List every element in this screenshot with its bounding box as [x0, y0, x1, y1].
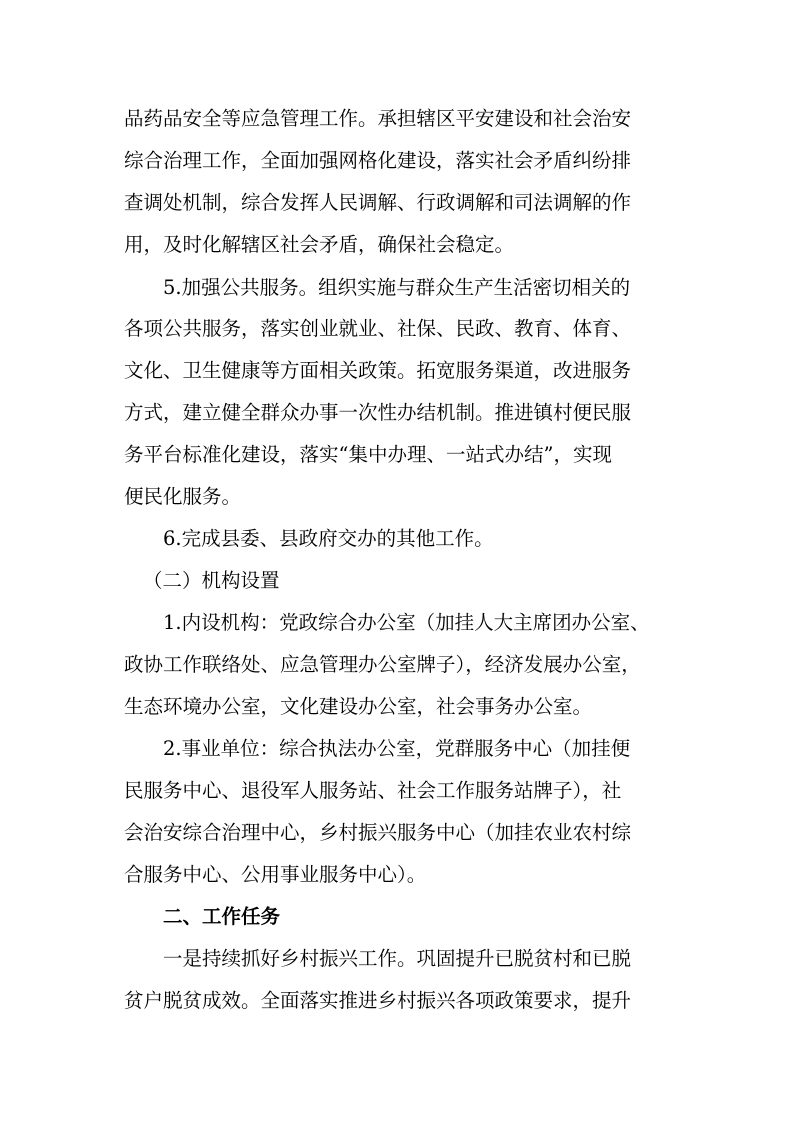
paragraph-5-line-3: 文化、卫生健康等方面相关政策。拓宽服务渠道，改进服务	[124, 359, 632, 382]
paragraph-5-line-5: 务平台标准化建设，落实“集中办理、一站式办结”，实现	[124, 443, 612, 466]
body-line-2: 综合治理工作，全面加强网格化建设，落实社会矛盾纠纷排	[124, 149, 632, 172]
task-1-line-1: 一是持续抓好乡村振兴工作。巩固提升已脱贫村和已脱	[163, 947, 632, 970]
paragraph-6-line-1: 6.完成县委、县政府交办的其他工作。	[163, 527, 494, 550]
paragraph-5-line-2: 各项公共服务，落实创业就业、社保、民政、教育、体育、	[124, 317, 632, 340]
task-1-line-2: 贫户脱贫成效。全面落实推进乡村振兴各项政策要求，提升	[124, 989, 632, 1012]
internal-org-line-1: 1.内设机构：党政综合办公室（加挂人大主席团办公室、	[163, 611, 650, 634]
public-institution-line-3: 会治安综合治理中心，乡村振兴服务中心（加挂农业农村综	[124, 821, 632, 844]
paragraph-5-line-4: 方式，建立健全群众办事一次性办结机制。推进镇村便民服	[124, 401, 632, 424]
paragraph-5-line-1: 5.加强公共服务。组织实施与群众生产生活密切相关的	[163, 276, 631, 299]
paragraph-5-line-6: 便民化服务。	[124, 485, 242, 508]
internal-org-line-2: 政协工作联络处、应急管理办公室牌子），经济发展办公室，	[124, 653, 641, 676]
public-institution-line-2: 民服务中心、退役军人服务站、社会工作服务站牌子），社	[124, 779, 622, 802]
section-subheading-org: （二）机构设置	[143, 569, 280, 592]
internal-org-line-3: 生态环境办公室，文化建设办公室，社会事务办公室。	[124, 695, 593, 718]
body-line-4: 用，及时化解辖区社会矛盾，确保社会稳定。	[124, 233, 515, 256]
public-institution-line-1: 2.事业单位：综合执法办公室，党群服务中心（加挂便	[163, 737, 631, 760]
body-line-3: 查调处机制，综合发挥人民调解、行政调解和司法调解的作	[124, 191, 632, 214]
public-institution-line-4: 合服务中心、公用事业服务中心）。	[124, 863, 427, 886]
section-heading-tasks: 二、工作任务	[163, 905, 281, 928]
body-line-1: 品药品安全等应急管理工作。承担辖区平安建设和社会治安	[124, 107, 632, 130]
